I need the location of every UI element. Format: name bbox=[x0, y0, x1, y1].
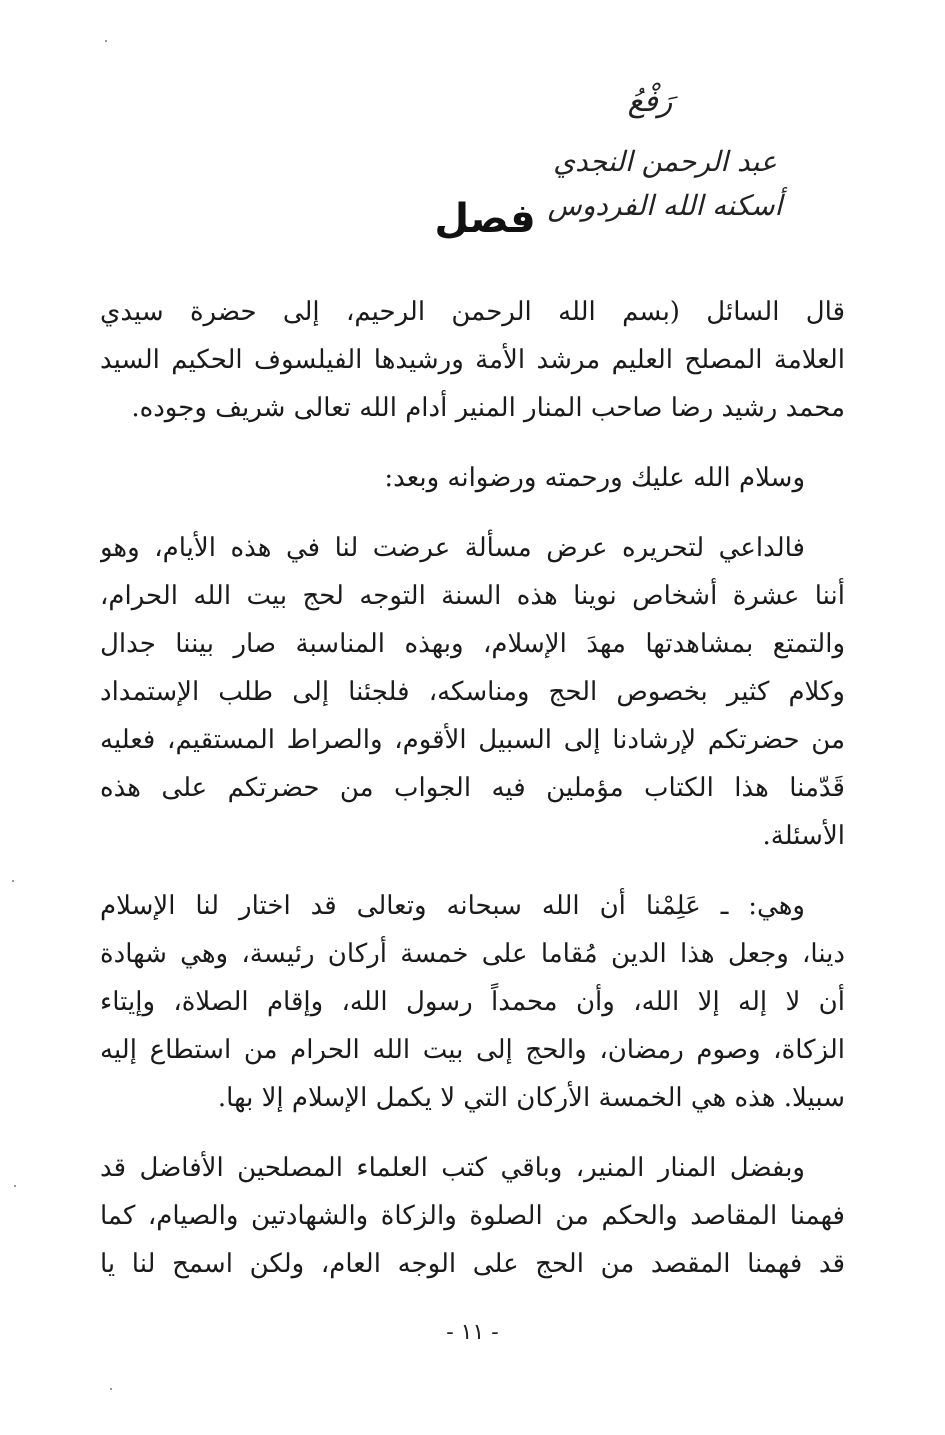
text-line: فهمنا المقاصد والحكم من الصلوة والزكاة والشهادتين والصيام، كما bbox=[100, 1201, 845, 1231]
paragraph-1 bbox=[100, 288, 845, 432]
text-line: العلامة المصلح العليم مرشد الأمة ورشيدها الفيلسوف الحكيم السيد bbox=[100, 345, 845, 375]
stamp-line-3: أسكنه الله الفردوس bbox=[547, 189, 783, 222]
text-line: الزكاة، وصوم رمضان، والحج إلى بيت الله الحرام من استطاع إليه bbox=[100, 1035, 845, 1065]
text-line: قَدّمنا هذا الكتاب مؤملين فيه الجواب من حضرتكم على هذه bbox=[100, 773, 845, 803]
stamp-line-2: عبد الرحمن النجدي bbox=[553, 145, 777, 178]
text-line: من حضرتكم لإرشادنا إلى السبيل الأقوم، والصراط المستقيم، فعليه bbox=[100, 725, 845, 755]
paragraph-5 bbox=[100, 1144, 845, 1288]
text-line: فالداعي لتحريره عرض مسألة عرضت لنا في هذه الأيام، وهو bbox=[100, 533, 805, 563]
paragraph-3 bbox=[100, 524, 845, 860]
page-number: - ١١ - bbox=[446, 1320, 499, 1345]
text-line: وبفضل المنار المنير، وباقي كتب العلماء المصلحين الأفاضل قد bbox=[100, 1153, 805, 1183]
scan-speck bbox=[110, 1388, 112, 1390]
stamp-line-1: رَفْعُ bbox=[627, 84, 673, 119]
text-line: محمد رشيد رضا صاحب المنار المنير أدام الله تعالى شريف وجوده. bbox=[131, 393, 845, 423]
text-line: والتمتع بمشاهدتها مهدَ الإسلام، وبهذه المناسبة صار بيننا جدال bbox=[100, 629, 845, 659]
text-line: سبيلا. هذه هي الخمسة الأركان التي لا يكمل الإسلام إلا بها. bbox=[217, 1083, 845, 1113]
scan-speck bbox=[105, 40, 107, 42]
section-heading: فصل bbox=[434, 196, 536, 242]
text-line: دينا، وجعل هذا الدين مُقاما على خمسة أركان رئيسة، وهي شهادة bbox=[100, 939, 845, 969]
paragraph-4 bbox=[100, 882, 845, 1122]
text-line: قد فهمنا المقصد من الحج على الوجه العام، ولكن اسمح لنا يا bbox=[100, 1249, 845, 1279]
text-line: أن لا إله إلا الله، وأن محمداً رسول الله، وإقام الصلاة، وإيتاء bbox=[100, 987, 845, 1017]
text-line: الأسئلة. bbox=[762, 821, 845, 851]
text-line: وسلام الله عليك ورحمته ورضوانه وبعد: bbox=[384, 463, 805, 493]
text-line: وكلام كثير بخصوص الحج ومناسكه، فلجئنا إلى طلب الإستمداد bbox=[100, 677, 845, 707]
scan-speck bbox=[14, 1185, 16, 1187]
text-line: وهي: ـ عَلِمْنا أن الله سبحانه وتعالى قد اختار لنا الإسلام bbox=[100, 891, 805, 921]
library-stamp bbox=[545, 80, 785, 270]
text-line: قال السائل (بسم الله الرحمن الرحيم، إلى حضرة سيدي bbox=[100, 297, 845, 327]
scan-speck bbox=[12, 880, 14, 882]
body-text bbox=[100, 288, 845, 1288]
paragraph-2 bbox=[100, 454, 845, 502]
text-line: أننا عشرة أشخاص نوينا هذه السنة التوجه لحج بيت الله الحرام، bbox=[100, 581, 845, 611]
